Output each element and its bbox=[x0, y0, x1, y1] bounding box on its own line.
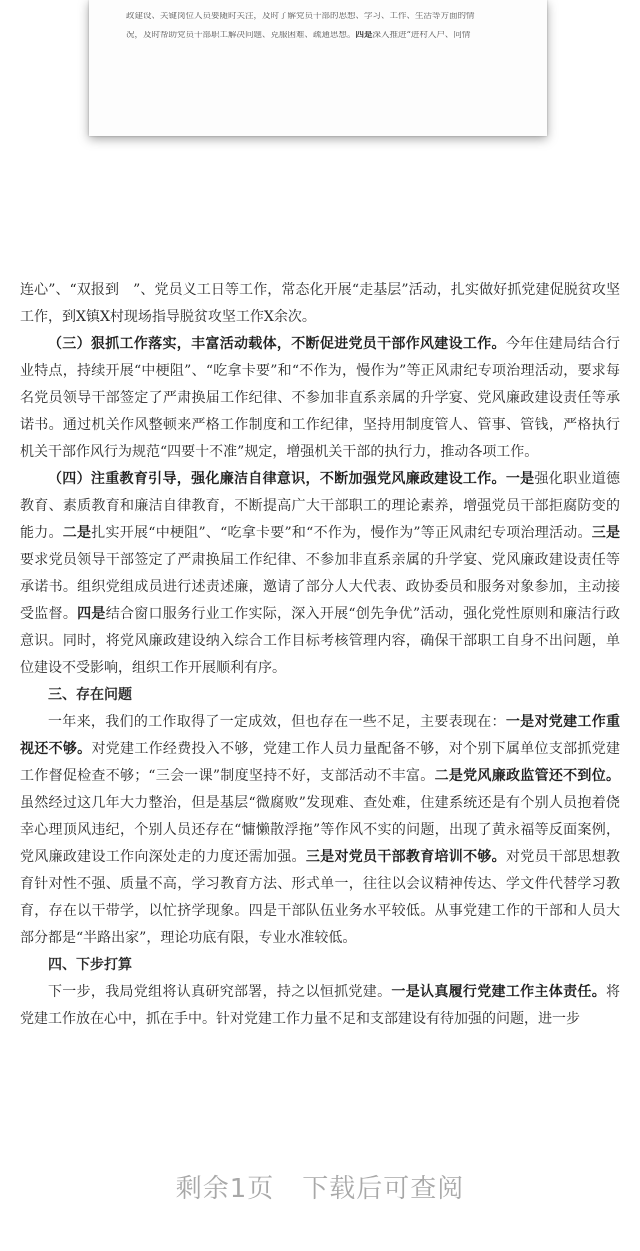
preview-line: 政建设、关键岗位人员要随时关注，及时了解党员干部的思想、学习、工作、生活等方面的情 bbox=[126, 12, 475, 21]
section-heading: （四）注重教育引导，强化廉洁自律意识，不断加强党风廉政建设工作。 bbox=[48, 471, 506, 487]
paragraph: 连心”、“双报到 ”、党员义工日等工作，常态化开展“走基层”活动，扎实做好抓党建促脱贫攻坚工作，到X镇X村现场指导脱贫攻坚工作X余次。 bbox=[20, 282, 620, 325]
document-body bbox=[20, 277, 620, 1033]
section-title: 三、存在问题 bbox=[48, 687, 132, 703]
section-heading: （三）狠抓工作落实，丰富活动载体，不断促进党员干部作风建设工作。 bbox=[48, 336, 506, 352]
paragraph: 一年来，我们的工作取得了一定成效，但也存在一些不足，主要表现在：一是对党建工作重视还不够。对党建工作经费投入不够，党建工作人员力量配备不够，对个别下属单位支部抓党建工作督促检查不够；“三会一课”制度坚持不好，支部活动不丰富。二是党风廉政监管还不到位。虽然经过这几年大力整治，但是基层“微腐败”发现难、查处难，住建系统还是有个别人员抱着侥幸心理顶风违纪，个别人员还存在“慵懒散浮拖”等作风不实的问题，出现了黄永福等反面案例，党风廉政建设工作向深处走的力度还需加强。三是对党员干部教育培训不够。对党员干部思想教育针对性不强、质量不高，学习教育方法、形式单一，往往以会议精神传达、学文件代替学习教育，存在以干带学，以忙挤学现象。四是干部队伍业务水平较低。从事党建工作的干部和人员大部分都是“半路出家”，理论功底有限，专业水准较低。 bbox=[20, 714, 621, 946]
page-preview-card bbox=[89, 0, 547, 136]
preview-line: 况，及时帮助党员干部职工解决问题、克服困难、疏通思想。四是深入推进“进村入户、问情 bbox=[126, 31, 471, 40]
page-preview-area bbox=[0, 0, 640, 210]
section-title: 四、下步打算 bbox=[48, 957, 132, 973]
paragraph: （三）狠抓工作落实，丰富活动载体，不断促进党员干部作风建设工作。今年住建局结合行业特点，持续开展“中梗阻”、“吃拿卡要”和“不作为，慢作为”等正风肃纪专项治理活动，要求每名党员领导干部签定了严肃换届工作纪律、不参加非直系亲属的升学宴、党风廉政建设责任等承诺书。通过机关作风整顿来严格工作制度和工作纪律，坚持用制度管人、管事、管钱，严格执行机关干部作风行为规范“四要十不准”规定，增强机关干部的执行力，推动各项工作。 bbox=[20, 336, 620, 460]
paragraph: （四）注重教育引导，强化廉洁自律意识，不断加强党风廉政建设工作。一是强化职业道德教育、素质教育和廉洁自律教育，不断提高广大干部职工的理论素养，增强党员干部拒腐防变的能力。二是扎实开展“中梗阻”、“吃拿卡要”和“不作为，慢作为”等正风肃纪专项治理活动。三是要求党员领导干部签定了严肃换届工作纪律、不参加非直系亲属的升学宴、党风廉政建设责任等承诺书。组织党组成员进行述责述廉，邀请了部分人大代表、政协委员和服务对象参加，主动接受监督。四是结合窗口服务行业工作实际，深入开展“创先争优”活动，强化党性原则和廉洁行政意识。同时，将党风廉政建设纳入综合工作目标考核管理内容，确保干部职工自身不出问题，单位建设不受影响，组织工作开展顺利有序。 bbox=[20, 471, 621, 676]
remaining-pages-label: 剩余1页 bbox=[175, 1174, 275, 1204]
paragraph: 下一步，我局党组将认真研究部署，持之以恒抓党建。一是认真履行党建工作主体责任。将党建工作放在心中，抓在手中。针对党建工作力量不足和支部建设有待加强的问题，进一步 bbox=[20, 984, 621, 1027]
download-label: 下载后可查阅 bbox=[302, 1174, 465, 1204]
download-to-read-prompt[interactable] bbox=[0, 1168, 640, 1205]
